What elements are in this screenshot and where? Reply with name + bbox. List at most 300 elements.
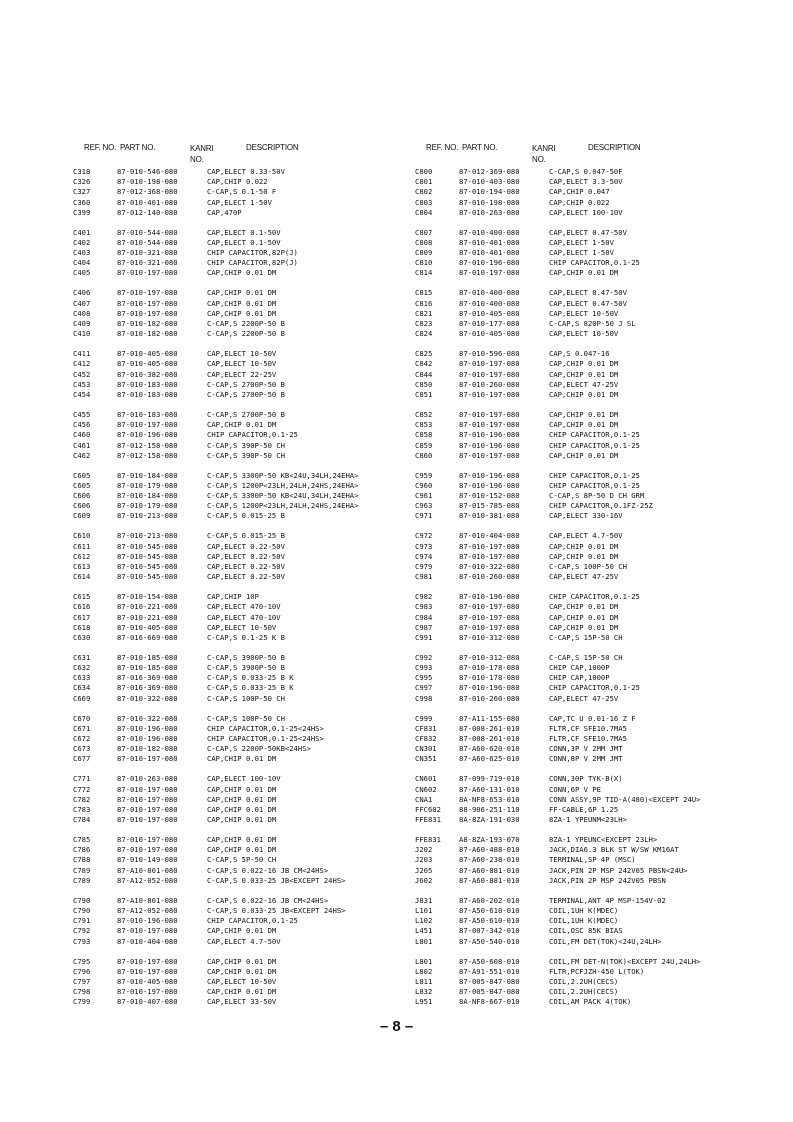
part-row <box>415 724 745 734</box>
part-row <box>73 967 403 977</box>
part-row <box>415 349 745 359</box>
description: CHIP CAPACITOR,0.1FZ-25Z <box>549 501 653 511</box>
description: COIL,2.2UH(CECS) <box>549 987 619 997</box>
ref-no: C412 <box>73 359 91 369</box>
ref-no: CN602 <box>415 784 437 794</box>
part-row <box>73 258 403 268</box>
ref-no: C973 <box>415 541 433 551</box>
part-row <box>73 785 403 795</box>
part-no: 87-A60-202-010 <box>459 895 520 905</box>
description: CAP,ELECT 0.47-50V <box>549 227 627 237</box>
ref-no: C671 <box>73 723 91 733</box>
ref-no: CF831 <box>415 723 437 733</box>
ref-no: C785 <box>73 835 91 845</box>
part-no: 87-005-847-080 <box>459 976 520 986</box>
ref-no: C792 <box>73 926 91 936</box>
part-no: 87-010-260-080 <box>459 379 520 389</box>
part-row <box>73 359 403 369</box>
part-group <box>415 288 745 339</box>
kanri-label: KANRI <box>190 144 214 153</box>
ref-no: C462 <box>73 450 91 460</box>
ref-no: C851 <box>415 389 433 399</box>
part-row <box>73 542 403 552</box>
part-no: 87-010-182-080 <box>117 329 178 339</box>
part-no: 87-010-197-080 <box>117 288 178 298</box>
ref-no: C318 <box>73 167 91 176</box>
part-no: 87-A60-881-010 <box>459 875 520 885</box>
part-no: 87-010-213-080 <box>117 531 178 541</box>
ref-no: C404 <box>73 258 91 268</box>
part-group <box>73 592 403 643</box>
part-row <box>415 410 745 420</box>
description: C-CAP,S 15P-50 CH <box>549 632 623 642</box>
part-row <box>415 785 745 795</box>
part-no: 87-012-158-080 <box>117 440 178 450</box>
part-no: 87-A11-155-080 <box>459 713 520 723</box>
part-no: 87-010-197-080 <box>117 845 178 855</box>
part-no: 87-010-198-080 <box>459 197 520 207</box>
part-no: 87-012-368-080 <box>117 187 178 197</box>
part-row <box>415 430 745 440</box>
part-no: 87-010-400-080 <box>459 298 520 308</box>
description: JACK,PIN 2P MSP 242V05 PBSN <box>549 875 666 885</box>
part-no: 87-010-197-080 <box>459 541 520 551</box>
description: CHIP CAPACITOR,0.1-25<24HS> <box>207 723 324 733</box>
part-group <box>415 957 745 1008</box>
part-no: 87-010-197-080 <box>459 369 520 379</box>
kanri-label: KANRI <box>532 144 556 153</box>
description: CAP,CHIP 0.01 DM <box>549 268 619 278</box>
part-row <box>73 268 403 278</box>
ref-no: C631 <box>73 652 91 662</box>
part-row <box>73 198 403 208</box>
part-no: 87-010-196-080 <box>117 733 178 743</box>
part-no-header: PART NO. <box>120 143 156 152</box>
part-row <box>73 420 403 430</box>
ref-no: L102 <box>415 916 433 926</box>
ref-no: C411 <box>73 349 91 359</box>
part-row <box>73 916 403 926</box>
part-no: 87-010-196-080 <box>459 258 520 268</box>
part-row <box>415 967 745 977</box>
ref-no: C797 <box>73 976 91 986</box>
description: CAP,CHIP 0.01 DM <box>549 622 619 632</box>
part-no: 87-012-158-080 <box>117 450 178 460</box>
ref-no: J203 <box>415 855 433 865</box>
description: C-CAP,S 820P-50 J SL <box>549 319 636 329</box>
part-no: 87-010-197-080 <box>459 450 520 460</box>
part-row <box>415 815 745 825</box>
description: CHIP CAP,1000P <box>549 673 610 683</box>
part-no: 87-010-544-080 <box>117 227 178 237</box>
part-row <box>415 876 745 886</box>
part-row <box>73 663 403 673</box>
ref-no: C606 <box>73 501 91 511</box>
ref-no: CN301 <box>415 744 437 754</box>
ref-no: C981 <box>415 572 433 582</box>
part-no: 87-A50-608-010 <box>459 956 520 966</box>
description: C-CAP,S 0.022-16 JB CM<24HS> <box>207 865 329 875</box>
description: CAP,CHIP 0.01 DM <box>549 612 619 622</box>
description: C-CAP,S 3900P-50 B <box>207 652 285 662</box>
description: CAP,CHIP 0.01 DM <box>207 288 277 298</box>
part-row <box>415 734 745 744</box>
part-no: 87-A60-881-010 <box>459 865 520 875</box>
part-no: 87-010-197-080 <box>459 622 520 632</box>
ref-no: C860 <box>415 450 433 460</box>
description: CAP,CHIP 0.01 DM <box>207 815 277 825</box>
ref-no: C460 <box>73 430 91 440</box>
description: C-CAP,S 0.1-50 F <box>207 187 277 197</box>
part-row <box>415 451 745 461</box>
ref-no: C453 <box>73 379 91 389</box>
part-no: 87-010-179-080 <box>117 480 178 490</box>
ref-no: C995 <box>415 673 433 683</box>
ref-no: C790 <box>73 906 91 915</box>
part-row <box>73 329 403 339</box>
part-no-header: PART NO. <box>462 143 498 152</box>
part-row <box>73 288 403 298</box>
part-no: 87-012-369-080 <box>459 167 520 176</box>
description: CAP,ELECT 100-10V <box>207 774 281 784</box>
description: C-CAP,S 2700P-50 B <box>207 409 285 419</box>
description: CONN,3P V 2MM JMT <box>549 744 623 754</box>
part-no: 87-010-407-080 <box>117 997 178 1007</box>
part-row <box>415 198 745 208</box>
part-row <box>73 228 403 238</box>
parts-list-left <box>73 167 403 1007</box>
part-no: 87-010-183-080 <box>117 409 178 419</box>
part-row <box>73 835 403 845</box>
part-row <box>73 471 403 481</box>
part-row <box>415 744 745 754</box>
description: CHIP CAPACITOR,82P(J) <box>207 258 298 268</box>
ref-no: C410 <box>73 329 91 339</box>
part-row <box>415 390 745 400</box>
part-row <box>73 602 403 612</box>
part-group <box>73 835 403 886</box>
description-header: DESCRIPTION <box>588 143 641 152</box>
description: CAP,ELECT 47-25V <box>549 572 619 582</box>
part-no: 87-008-261-010 <box>459 733 520 743</box>
part-no: 87-A50-610-010 <box>459 916 520 926</box>
description: CAP,ELECT 470-10V <box>207 612 281 622</box>
ref-no: C804 <box>415 207 433 217</box>
description: C-CAP,S 2700P-50 B <box>207 379 285 389</box>
part-row <box>415 855 745 865</box>
description: CAP,CHIP 10P <box>207 592 259 602</box>
part-row <box>415 177 745 187</box>
description: TERMINAL,ANT 4P MSP-154V-02 <box>549 895 666 905</box>
ref-no: C782 <box>73 794 91 804</box>
part-group <box>73 288 403 339</box>
part-row <box>73 208 403 218</box>
ref-no: C610 <box>73 531 91 541</box>
part-no: 87-A50-540-010 <box>459 936 520 946</box>
ref-no: L951 <box>415 997 433 1007</box>
description: C-CAP,S 0.047-50F <box>549 167 623 176</box>
description: FF-CABLE,6P 1.25 <box>549 804 619 814</box>
part-no: A8-8ZA-193-070 <box>459 835 520 845</box>
ref-no: C672 <box>73 733 91 743</box>
part-group <box>73 349 403 400</box>
description: C-CAP,S 2200P-50 B <box>207 329 285 339</box>
part-no: 87-010-405-080 <box>117 349 178 359</box>
part-row <box>415 592 745 602</box>
part-row <box>415 441 745 451</box>
kanri-no-label: NO. <box>190 155 204 164</box>
part-no: 87-010-197-080 <box>117 298 178 308</box>
part-row <box>415 420 745 430</box>
part-row <box>73 673 403 683</box>
ref-no: C800 <box>415 167 433 176</box>
ref-no: C801 <box>415 177 433 187</box>
ref-no: C963 <box>415 501 433 511</box>
description: CAP,CHIP 0.01 DM <box>549 602 619 612</box>
part-group <box>73 957 403 1008</box>
ref-no: C455 <box>73 409 91 419</box>
ref-no: C979 <box>415 561 433 571</box>
part-row <box>415 167 745 177</box>
part-no: 87-010-546-080 <box>117 167 178 176</box>
part-no: 87-010-197-080 <box>117 815 178 825</box>
part-row <box>73 754 403 764</box>
part-row <box>73 390 403 400</box>
part-no: 87-010-197-080 <box>459 268 520 278</box>
description: CAP,ELECT 10-50V <box>207 976 277 986</box>
part-no: 87-010-179-080 <box>117 501 178 511</box>
part-row <box>415 319 745 329</box>
ref-no: C630 <box>73 632 91 642</box>
ref-no: C816 <box>415 298 433 308</box>
description: CAP,CHIP 0.01 DM <box>207 966 277 976</box>
description: CAP,CHIP 0.01 DM <box>207 835 277 845</box>
part-group <box>415 592 745 643</box>
part-row <box>73 562 403 572</box>
description: CAP,CHIP 0.01 DM <box>207 956 277 966</box>
description: C-CAP,S 2200P-50 B <box>207 319 285 329</box>
part-row <box>73 896 403 906</box>
part-no: 87-010-198-080 <box>117 177 178 187</box>
part-no: 87-010-178-080 <box>459 673 520 683</box>
ref-no: C612 <box>73 551 91 561</box>
description: CAP,ELECT 0.1-50V <box>207 237 281 247</box>
description: CAP,CHIP 0.01 DM <box>207 845 277 855</box>
part-no: 87-010-183-080 <box>117 379 178 389</box>
part-no: 87-010-381-080 <box>459 511 520 521</box>
part-row <box>73 309 403 319</box>
ref-no: C807 <box>415 227 433 237</box>
part-group <box>73 653 403 704</box>
part-group <box>415 774 745 825</box>
part-row <box>73 623 403 633</box>
description: CHIP CAPACITOR,0.1-25 <box>549 440 640 450</box>
ref-no: C992 <box>415 652 433 662</box>
part-row <box>415 268 745 278</box>
description: CAP,CHIP 0.01 DM <box>207 298 277 308</box>
ref-no: C789 <box>73 875 91 885</box>
description: CHIP CAPACITOR,0.1-25 <box>549 470 640 480</box>
part-no: 87-010-400-080 <box>459 227 520 237</box>
part-no: 87-015-785-080 <box>459 501 520 511</box>
ref-no: C461 <box>73 440 91 450</box>
part-no: 87-010-382-080 <box>117 369 178 379</box>
description: C-CAP,S 1200P<23LH,24LH,24HS,24EHA> <box>207 480 359 490</box>
part-no: 87-007-342-010 <box>459 926 520 936</box>
description: CHIP CAPACITOR,0.1-25 <box>549 592 640 602</box>
description: C-CAP,S 0.033-25 B K <box>207 683 294 693</box>
part-group <box>415 471 745 522</box>
ref-no: C821 <box>415 308 433 318</box>
part-row <box>415 501 745 511</box>
description: CAP,CHIP 0.047 <box>549 187 610 197</box>
part-no: 87-010-197-080 <box>459 409 520 419</box>
description: CAP,ELECT 4.7-50V <box>549 531 623 541</box>
part-row <box>415 258 745 268</box>
part-row <box>73 572 403 582</box>
part-no: 87-A50-610-010 <box>459 906 520 915</box>
ref-no: L832 <box>415 987 433 997</box>
description: C-CAP,S 3300P-50 KB<24U,34LH,24EHA> <box>207 491 359 501</box>
part-no: 87-A91-551-010 <box>459 966 520 976</box>
ref-no: C808 <box>415 237 433 247</box>
ref-no: C605 <box>73 470 91 480</box>
part-no: 8A-NF8-653-010 <box>459 794 520 804</box>
part-group <box>73 531 403 582</box>
ref-no: C844 <box>415 369 433 379</box>
ref-no: L801 <box>415 936 433 946</box>
part-row <box>415 238 745 248</box>
ref-no: C815 <box>415 288 433 298</box>
part-no: 87-005-847-080 <box>459 987 520 997</box>
description: C-CAP,S 0.022-16 JB CM<24HS> <box>207 895 329 905</box>
part-row <box>73 380 403 390</box>
ref-no: J205 <box>415 865 433 875</box>
part-row <box>415 754 745 764</box>
part-row <box>415 471 745 481</box>
part-row <box>73 937 403 947</box>
part-row <box>73 845 403 855</box>
part-group <box>415 896 745 947</box>
description: CAP,ELECT 0.22-50V <box>207 561 285 571</box>
description: CONN,30P TYK-B(X) <box>549 774 623 784</box>
ref-no: C786 <box>73 845 91 855</box>
description: FLTR,PCFJZH-450 L(TOK) <box>549 966 645 976</box>
part-group <box>415 531 745 582</box>
part-group <box>415 228 745 279</box>
part-no: 87-010-221-080 <box>117 612 178 622</box>
column-header <box>415 143 745 167</box>
part-no: 87-010-545-080 <box>117 561 178 571</box>
part-no: 87-A60-488-010 <box>459 845 520 855</box>
part-row <box>73 997 403 1007</box>
part-no: 87-099-719-010 <box>459 774 520 784</box>
description: CAP,ELECT 1-50V <box>549 237 614 247</box>
part-row <box>415 329 745 339</box>
description: JACK,PIN 2P MSP 242V05 PBSN<24U> <box>549 865 688 875</box>
description: CAP,ELECT 100-10V <box>549 207 623 217</box>
part-no: 87-010-197-080 <box>117 784 178 794</box>
part-row <box>73 906 403 916</box>
part-no: 87-010-404-080 <box>117 936 178 946</box>
ref-no: C616 <box>73 602 91 612</box>
part-row <box>73 613 403 623</box>
ref-no: FFC602 <box>415 804 441 814</box>
ref-no: C789 <box>73 865 91 875</box>
ref-no: C791 <box>73 916 91 926</box>
part-row <box>73 501 403 511</box>
part-row <box>415 795 745 805</box>
part-no: 87-A60-625-010 <box>459 754 520 764</box>
parts-column-right <box>415 143 745 1017</box>
part-row <box>73 683 403 693</box>
part-no: 87-010-178-080 <box>459 663 520 673</box>
ref-no: C842 <box>415 359 433 369</box>
part-no: 8A-8ZA-191-030 <box>459 815 520 825</box>
description: 8ZA-1 YPEUNC<EXCEPT 23LH> <box>549 835 658 845</box>
part-no: 87-010-196-080 <box>459 440 520 450</box>
part-no: 87-010-312-080 <box>459 632 520 642</box>
part-no: 87-010-197-080 <box>117 966 178 976</box>
description: CAP,ELECT 22-25V <box>207 369 277 379</box>
description: FLTR,CF SFE10.7MA5 <box>549 723 627 733</box>
ref-no: C613 <box>73 561 91 571</box>
description: CAP,ELECT 1-50V <box>207 197 272 207</box>
description: COIL,FM DET-N(TOK)<EXCEPT 24U,24LH> <box>549 956 701 966</box>
part-no: 87-A60-238-010 <box>459 855 520 865</box>
description: CHIP CAP,1000P <box>549 663 610 673</box>
description: C-CAP,S 0.033-25 JB<EXCEPT 24HS> <box>207 875 346 885</box>
ref-no: C617 <box>73 612 91 622</box>
description: CHIP CAPACITOR,0.1-25 <box>549 430 640 440</box>
description: CAP,CHIP 0.01 DM <box>207 987 277 997</box>
description-header: DESCRIPTION <box>246 143 299 152</box>
part-no: 87-010-196-080 <box>459 592 520 602</box>
part-no: 87-010-401-080 <box>117 197 178 207</box>
part-no: 87-010-197-080 <box>117 835 178 845</box>
description: CAP,CHIP 0.01 DM <box>207 268 277 278</box>
ref-no: C784 <box>73 815 91 825</box>
part-no: 87-010-401-080 <box>459 248 520 258</box>
ref-no: C403 <box>73 248 91 258</box>
part-row <box>73 248 403 258</box>
ref-no: C993 <box>415 663 433 673</box>
description: CAP,ELECT 10-50V <box>549 329 619 339</box>
part-row <box>415 977 745 987</box>
description: C-CAP,S 3900P-50 B <box>207 663 285 673</box>
description: FLTR,CF SFE10.7MA5 <box>549 733 627 743</box>
description: C-CAP,S 100P-50 CH <box>207 713 285 723</box>
ref-no: C795 <box>73 956 91 966</box>
description: CAP,ELECT 1-50V <box>549 248 614 258</box>
part-no: 87-010-197-080 <box>459 389 520 399</box>
kanri-no-label: NO. <box>532 155 546 164</box>
part-no: 87-010-197-080 <box>117 308 178 318</box>
description: CONN,8P V 2MM JMT <box>549 754 623 764</box>
part-no: 87-010-196-080 <box>117 723 178 733</box>
description: CAP,ELECT 10-50V <box>549 308 619 318</box>
part-no: 87-010-197-080 <box>117 794 178 804</box>
description: CAP,ELECT 47-25V <box>549 379 619 389</box>
part-group <box>73 167 403 218</box>
description: COIL,2.2UH(CECS) <box>549 976 619 986</box>
part-no: 87-010-221-080 <box>117 602 178 612</box>
description: C-CAP,S 1200P<23LH,24LH,24HS,24EHA> <box>207 501 359 511</box>
description: CAP,ELECT 10-50V <box>207 622 277 632</box>
ref-no: C991 <box>415 632 433 642</box>
part-no: 87-010-184-080 <box>117 470 178 480</box>
part-row <box>73 633 403 643</box>
